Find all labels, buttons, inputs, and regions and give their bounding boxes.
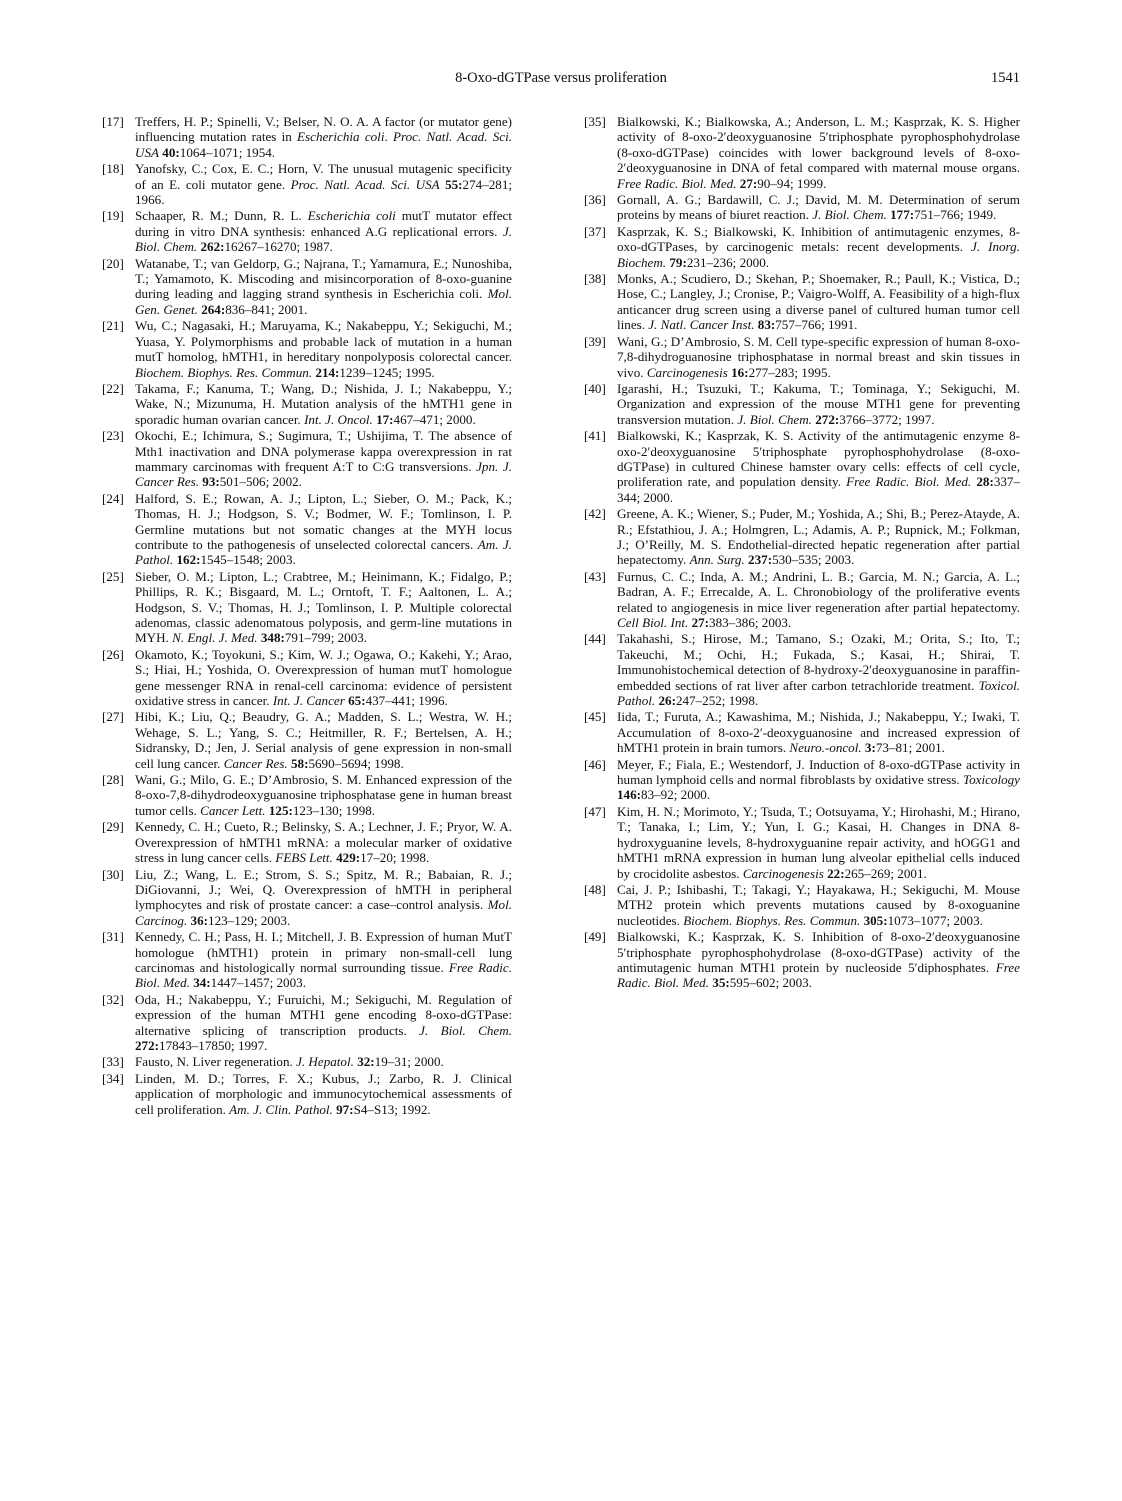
reference-number: [47] bbox=[584, 803, 606, 819]
reference-entry bbox=[102, 491, 512, 568]
reference-text: Fausto, N. Liver regeneration. J. Hepatol. 32:19–31; 2000. bbox=[135, 1054, 444, 1070]
reference-entry bbox=[102, 318, 512, 380]
reference-number: [44] bbox=[584, 631, 606, 647]
reference-number: [26] bbox=[102, 646, 124, 662]
reference-number: [33] bbox=[102, 1054, 124, 1070]
reference-text: Bialkowski, K.; Kasprzak, K. S. Activity of the antimutagenic enzyme 8-oxo-2′deoxyguanosine 5′triphosphate pyrophosphohydrolase (8-oxo-dGTPase) in cultured Chinese hamster ovary cells: effects of cell cycle, proliferation rate, and population density. Free Radic. Biol. Med. 28:337–344; 2000. bbox=[617, 428, 1020, 505]
reference-text: Schaaper, R. M.; Dunn, R. L. Escherichia coli mutT mutator effect during in vitro DNA synthesis: enhanced A.G replicational errors. J. Biol. Chem. 262:16267–16270; 1987. bbox=[135, 208, 512, 255]
reference-number: [49] bbox=[584, 929, 606, 945]
reference-entry bbox=[102, 1054, 512, 1069]
reference-entry bbox=[102, 992, 512, 1054]
reference-text: Okamoto, K.; Toyokuni, S.; Kim, W. J.; Ogawa, O.; Kakehi, Y.; Arao, S.; Hiai, H.; Yoshida, O. Overexpression of human mutT homologue gene messenger RNA in renal-cell carcinoma: evidence of persistent oxidative stress in cancer. Int. J. Cancer 65:437–441; 1996. bbox=[135, 646, 512, 709]
reference-entry bbox=[584, 631, 1020, 708]
reference-number: [31] bbox=[102, 929, 124, 945]
reference-entry bbox=[584, 882, 1020, 928]
reference-entry bbox=[102, 772, 512, 818]
reference-number: [39] bbox=[584, 333, 606, 349]
reference-text: Cai, J. P.; Ishibashi, T.; Takagi, Y.; Hayakawa, H.; Sekiguchi, M. Mouse MTH2 protein which prevents mutations caused by 8-oxoguanine nucleotides. Biochem. Biophys. Res. Commun. 305:1073–1077; 2003. bbox=[617, 881, 1020, 928]
reference-number: [23] bbox=[102, 428, 124, 444]
reference-text: Wu, C.; Nagasaki, H.; Maruyama, K.; Nakabeppu, Y.; Sekiguchi, M.; Yuasa, Y. Polymorphisms and probable lack of mutation in a human mutT homolog, hMTH1, in hereditary nonpolyposis colorectal cancer. Biochem. Biophys. Res. Commun. 214:1239–1245; 1995. bbox=[135, 318, 512, 380]
reference-entry bbox=[102, 569, 512, 646]
reference-entry bbox=[584, 506, 1020, 568]
reference-number: [35] bbox=[584, 114, 606, 129]
reference-number: [32] bbox=[102, 991, 124, 1007]
reference-number: [28] bbox=[102, 772, 124, 788]
page-header bbox=[0, 70, 1122, 94]
reference-text: Yanofsky, C.; Cox, E. C.; Horn, V. The unusual mutagenic specificity of an E. coli mutator gene. Proc. Natl. Acad. Sci. USA 55:274–281; 1966. bbox=[135, 161, 513, 208]
reference-number: [21] bbox=[102, 318, 124, 334]
reference-entry bbox=[102, 208, 512, 254]
reference-entry bbox=[584, 709, 1020, 755]
reference-text: Iida, T.; Furuta, A.; Kawashima, M.; Nishida, J.; Nakabeppu, Y.; Iwaki, T. Accumulation of 8-oxo-2′-deoxyguanosine and increased expression of hMTH1 protein in brain tumors. Neuro.-oncol. 3:73–81; 2001. bbox=[617, 709, 1020, 756]
reference-number: [34] bbox=[102, 1070, 124, 1086]
reference-number: [43] bbox=[584, 568, 606, 584]
reference-entry bbox=[102, 867, 512, 929]
reference-text: Bialkowski, K.; Kasprzak, K. S. Inhibition of 8-oxo-2′deoxyguanosine 5′triphosphate pyrophosphohydrolase (8-oxo-dGTPase) activity of the antimutagenic human MTH1 protein by nucleoside 5′diphosphates. Free Radic. Biol. Med. 35:595–602; 2003. bbox=[617, 929, 1020, 991]
reference-number: [42] bbox=[584, 506, 606, 522]
reference-number: [24] bbox=[102, 490, 124, 506]
reference-number: [25] bbox=[102, 568, 124, 584]
reference-entry bbox=[584, 757, 1020, 803]
reference-text: Monks, A.; Scudiero, D.; Skehan, P.; Shoemaker, R.; Paull, K.; Vistica, D.; Hose, C.; Langley, J.; Cronise, P.; Vaigro-Wolff, A. Feasibility of a high-flux anticancer drug screen using a diverse panel of cultured human tumor cell lines. J. Natl. Cancer Inst. 83:757–766; 1991. bbox=[617, 271, 1020, 333]
reference-entry bbox=[584, 114, 1020, 191]
reference-number: [38] bbox=[584, 271, 606, 287]
reference-text: Kasprzak, K. S.; Bialkowski, K. Inhibition of antimutagenic enzymes, 8-oxo-dGTPases, by carcinogenic metals: recent developments. J. Inorg. Biochem. 79:231–236; 2000. bbox=[617, 223, 1020, 270]
reference-entry bbox=[584, 428, 1020, 505]
reference-entry bbox=[584, 334, 1020, 380]
reference-text: Halford, S. E.; Rowan, A. J.; Lipton, L.; Sieber, O. M.; Pack, K.; Thomas, H. J.; Hodgson, S. V.; Bodmer, W. F.; Tomlinson, I. P. Germline mutations but not somatic changes at the MYH locus contribute to the pathogenesis of unselected colorectal cancers. Am. J. Pathol. 162:1545–1548; 2003. bbox=[135, 490, 512, 568]
reference-text: Kennedy, C. H.; Cueto, R.; Belinsky, S. A.; Lechner, J. F.; Pryor, W. A. Overexpression of hMTH1 mRNA: a molecular marker of oxidative stress in lung cancer cells. FEBS Lett. 429:17–20; 1998. bbox=[135, 819, 512, 866]
reference-text: Kim, H. N.; Morimoto, Y.; Tsuda, T.; Ootsuyama, Y.; Hirohashi, M.; Hirano, T.; Tanaka, I.; Lim, Y.; Yun, I. G.; Kasai, H. Changes in DNA 8-hydroxyguanine levels, 8-hydroxyguanine repair activity, and hOGG1 and hMTH1 mRNA expression in human lung alveolar epithelial cells induced by crocidolite asbestos. Carcinogenesis 22:265–269; 2001. bbox=[617, 803, 1020, 881]
reference-text: Wani, G.; Milo, G. E.; D’Ambrosio, S. M. Enhanced expression of the 8-oxo-7,8-dihydrodeoxyguanosine triphosphatase gene in human breast tumor cells. Cancer Lett. 125:123–130; 1998. bbox=[135, 772, 512, 818]
running-title: 8-Oxo-dGTPase versus proliferation bbox=[455, 70, 667, 86]
reference-entry bbox=[584, 271, 1020, 333]
reference-text: Oda, H.; Nakabeppu, Y.; Furuichi, M.; Sekiguchi, M. Regulation of expression of the human MTH1 gene encoding 8-oxo-dGTPase: alternative splicing of transcription products. J. Biol. Chem. 272:17843–17850; 1997. bbox=[135, 991, 512, 1053]
reference-text: Watanabe, T.; van Geldorp, G.; Najrana, T.; Yamamura, E.; Nunoshiba, T.; Yamamoto, K. Miscoding and misincorporation of 8-oxo-guanine during leading and lagging strand synthesis in Escherichia coli. Mol. Gen. Genet. 264:836–841; 2001. bbox=[135, 255, 512, 317]
reference-entry bbox=[584, 224, 1020, 270]
reference-entry bbox=[102, 428, 512, 490]
reference-number: [36] bbox=[584, 192, 606, 208]
reference-entry bbox=[102, 381, 512, 427]
reference-entry bbox=[102, 647, 512, 709]
reference-number: [20] bbox=[102, 255, 124, 271]
reference-number: [30] bbox=[102, 866, 124, 882]
page-number: 1541 bbox=[991, 70, 1020, 86]
reference-number: [19] bbox=[102, 208, 124, 224]
reference-number: [46] bbox=[584, 756, 606, 772]
reference-column-right bbox=[584, 114, 1020, 992]
reference-entry bbox=[584, 192, 1020, 223]
reference-text: Kennedy, C. H.; Pass, H. I.; Mitchell, J. B. Expression of human MutT homologue (hMTH1) protein in primary non-small-cell lung carcinomas and histologically normal surrounding tissue. Free Radic. Biol. Med. 34:1447–1457; 2003. bbox=[135, 929, 512, 991]
reference-text: Sieber, O. M.; Lipton, L.; Crabtree, M.; Heinimann, K.; Fidalgo, P.; Phillips, R. K.; Bisgaard, M. L.; Orntoft, T. F.; Aaltonen, L. A.; Hodgson, S. V.; Thomas, H. J.; Tomlinson, I. P. Multiple colorectal adenomas, classic adenomatous polyposis, and germ-line mutations in MYH. N. Engl. J. Med. 348:791–799; 2003. bbox=[135, 568, 512, 646]
reference-text: Greene, A. K.; Wiener, S.; Puder, M.; Yoshida, A.; Shi, B.; Perez-Atayde, A. R.; Efstathiou, J. A.; Holmgren, L.; Adamis, A. P.; Rupnick, M.; Folkman, J.; O’Reilly, M. S. Endothelial-directed hepatic regeneration after partial hepatectomy. Ann. Surg. 237:530–535; 2003. bbox=[617, 506, 1020, 568]
reference-text: Takahashi, S.; Hirose, M.; Tamano, S.; Ozaki, M.; Orita, S.; Ito, T.; Takeuchi, M.; Ochi, H.; Fukada, S.; Kasai, H.; Shirai, T. Immunohistochemical detection of 8-hydroxy-2′deoxyguanosine in paraffin-embedded sections of rat liver after carbon tetrachloride treatment. Toxicol. Pathol. 26:247–252; 1998. bbox=[617, 631, 1020, 709]
reference-number: [17] bbox=[102, 114, 124, 129]
reference-entry bbox=[584, 569, 1020, 631]
reference-number: [37] bbox=[584, 223, 606, 239]
reference-number: [29] bbox=[102, 819, 124, 835]
reference-text: Okochi, E.; Ichimura, S.; Sugimura, T.; Ushijima, T. The absence of Mth1 inactivation and DNA polymerase kappa overexpression in rat mammary carcinomas with frequent A:T to C:G transversions. Jpn. J. Cancer Res. 93:501–506; 2002. bbox=[135, 428, 512, 490]
reference-entry bbox=[102, 1071, 512, 1117]
reference-text: Takama, F.; Kanuma, T.; Wang, D.; Nishida, J. I.; Nakabeppu, Y.; Wake, N.; Mizunuma, H. Mutation analysis of the hMTH1 gene in sporadic human ovarian cancer. Int. J. Oncol. 17:467–471; 2000. bbox=[135, 380, 512, 427]
reference-text: Bialkowski, K.; Bialkowska, A.; Anderson, L. M.; Kasprzak, K. S. Higher activity of 8-oxo-2′deoxyguanosine 5′triphosphate pyrophosphohydrolase (8-oxo-dGTPase) coincides with lower background levels of 8-oxo-2′deoxyguanosine in DNA of fetal compared with maternal mouse organs. Free Radic. Biol. Med. 27:90–94; 1999. bbox=[617, 114, 1020, 191]
reference-number: [48] bbox=[584, 881, 606, 897]
reference-text: Linden, M. D.; Torres, F. X.; Kubus, J.; Zarbo, R. J. Clinical application of morphologic and immunocytochemical assessments of cell proliferation. Am. J. Clin. Pathol. 97:S4–S13; 1992. bbox=[135, 1070, 512, 1117]
reference-text: Liu, Z.; Wang, L. E.; Strom, S. S.; Spitz, M. R.; Babaian, R. J.; DiGiovanni, J.; Wei, Q. Overexpression of hMTH in peripheral lymphocytes and risk of prostate cancer: a case–control analysis. Mol. Carcinog. 36:123–129; 2003. bbox=[135, 866, 512, 928]
reference-text: Hibi, K.; Liu, Q.; Beaudry, G. A.; Madden, S. L.; Westra, W. H.; Wehage, S. L.; Yang, S. C.; Heitmiller, R. F.; Bertelsen, A. H.; Sidransky, D.; Jen, J. Serial analysis of gene expression in non-small cell lung cancer. Cancer Res. 58:5690–5694; 1998. bbox=[135, 709, 512, 771]
reference-entry bbox=[102, 709, 512, 771]
reference-text: Treffers, H. P.; Spinelli, V.; Belser, N. O. A. A factor (or mutator gene) influencing mutation rates in Escherichia coli. Proc. Natl. Acad. Sci. USA 40:1064–1071; 1954. bbox=[135, 114, 512, 160]
reference-text: Wani, G.; D’Ambrosio, S. M. Cell type-specific expression of human 8-oxo-7,8-dihydroguanosine triphosphatase in normal breast and skin tissues in vivo. Carcinogenesis 16:277–283; 1995. bbox=[617, 333, 1020, 380]
reference-entry bbox=[102, 929, 512, 991]
reference-entry bbox=[584, 929, 1020, 991]
reference-entry bbox=[584, 381, 1020, 427]
reference-number: [18] bbox=[102, 161, 124, 177]
reference-entry bbox=[102, 161, 512, 207]
reference-number: [27] bbox=[102, 709, 124, 725]
reference-entry bbox=[102, 819, 512, 865]
reference-text: Igarashi, H.; Tsuzuki, T.; Kakuma, T.; Tominaga, Y.; Sekiguchi, M. Organization and expression of the mouse MTH1 gene for preventing transversion mutation. J. Biol. Chem. 272:3766–3772; 1997. bbox=[617, 380, 1020, 427]
reference-text: Furnus, C. C.; Inda, A. M.; Andrini, L. B.; Garcia, M. N.; Garcia, A. L.; Badran, A. F.; Errecalde, A. L. Chronobiology of the proliferative events related to angiogenesis in mice liver regeneration after partial hepatectomy. Cell Biol. Int. 27:383–386; 2003. bbox=[617, 568, 1020, 630]
reference-entry bbox=[102, 256, 512, 318]
reference-entry bbox=[102, 114, 512, 160]
reference-entry bbox=[584, 804, 1020, 881]
reference-number: [22] bbox=[102, 380, 124, 396]
reference-number: [45] bbox=[584, 709, 606, 725]
reference-number: [41] bbox=[584, 428, 606, 444]
reference-text: Gornall, A. G.; Bardawill, C. J.; David, M. M. Determination of serum proteins by means of biuret reaction. J. Biol. Chem. 177:751–766; 1949. bbox=[617, 192, 1020, 223]
reference-column-left bbox=[102, 114, 512, 1118]
reference-number: [40] bbox=[584, 380, 606, 396]
reference-text: Meyer, F.; Fiala, E.; Westendorf, J. Induction of 8-oxo-dGTPase activity in human lymphoid cells and normal fibroblasts by oxidative stress. Toxicology 146:83–92; 2000. bbox=[617, 756, 1020, 803]
